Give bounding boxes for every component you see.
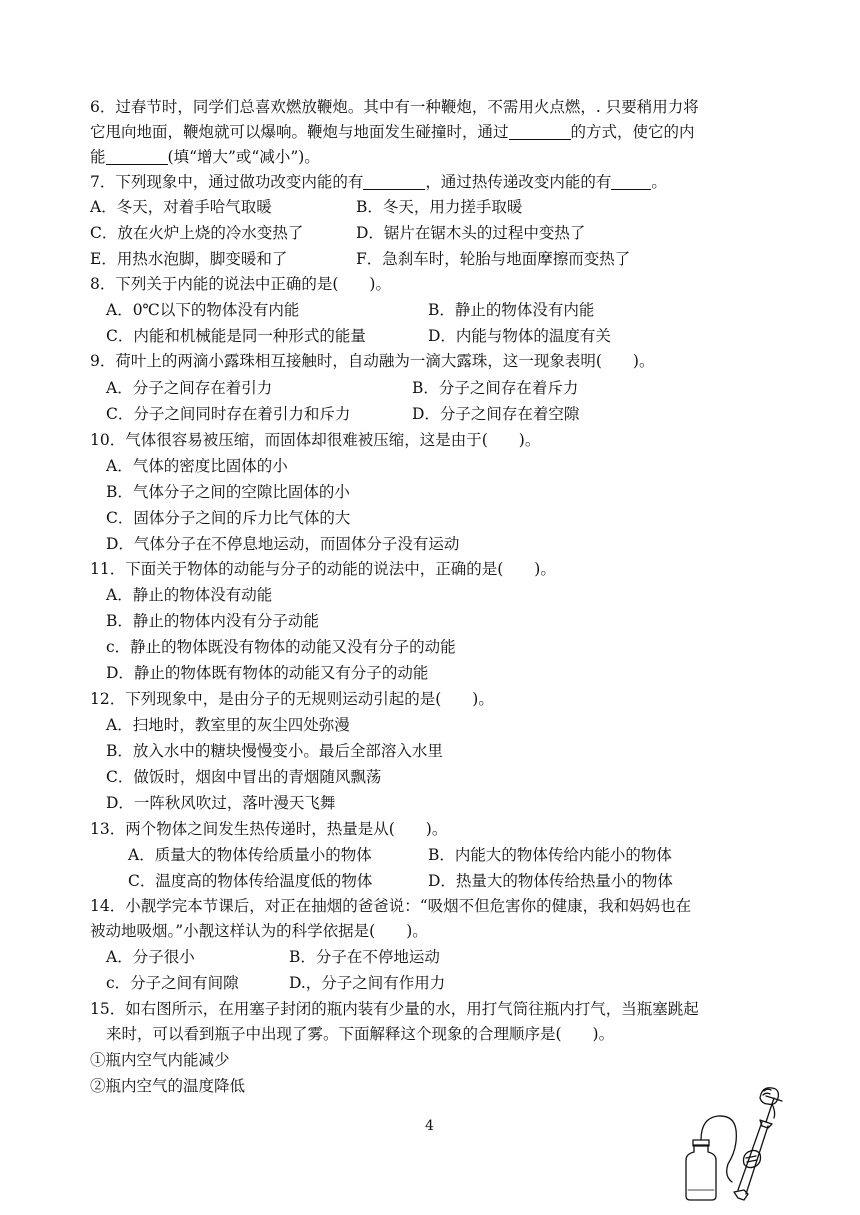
- q7-stem-mid: ，通过热传递改变内能的有: [425, 173, 612, 191]
- q6-line2-pre: 它甩向地面，鞭炮就可以爆响。鞭炮与地面发生碰撞时，通过: [90, 123, 509, 141]
- q14-option-c: c．分子之间有间隙: [106, 974, 239, 992]
- q15-item-2: ②瓶内空气的温度降低: [90, 1077, 246, 1095]
- q8-option-d: D．内能与物体的温度有关: [428, 327, 611, 345]
- q6-blank-1[interactable]: [509, 123, 571, 140]
- q11-option-b: B．静止的物体内没有分子动能: [106, 612, 319, 630]
- q12-option-b: B．放入水中的糖块慢慢变小。最后全部溶入水里: [106, 742, 443, 760]
- q6-line1: 6．过春节时，同学们总喜欢燃放鞭炮。其中有一种鞭炮，不需用火点燃，. 只要稍用力将: [90, 98, 699, 116]
- bottle-pump-figure: [676, 1082, 788, 1202]
- page-number: 4: [425, 1118, 434, 1134]
- q6-blank-2[interactable]: [106, 148, 168, 165]
- q11-option-d: D．静止的物体既有物体的动能又有分子的动能: [106, 664, 429, 682]
- q13-option-c: C．温度高的物体传给温度低的物体: [128, 872, 373, 890]
- q8-option-c: C．内能和机械能是同一种形式的能量: [106, 327, 366, 345]
- q7-blank-1[interactable]: [363, 173, 425, 190]
- q10-option-b: B．气体分子之间的空隙比固体的小: [106, 483, 350, 501]
- q8-stem: 8．下列关于内能的说法中正确的是( )。: [90, 275, 391, 293]
- q9-option-a: A．分子之间存在着引力: [106, 379, 273, 397]
- q11-stem: 11．下面关于物体的动能与分子的动能的说法中，正确的是( )。: [90, 560, 556, 578]
- q7-option-a: A．冬天，对着手哈气取暖: [90, 198, 272, 216]
- q7-stem-pre: 7．下列现象中，通过做功改变内能的有: [90, 173, 364, 191]
- q10-option-d: D．气体分子在不停息地运动，而固体分子没有运动: [106, 535, 460, 553]
- q6-line3: [90, 146, 320, 168]
- q12-option-a: A．扫地时，教室里的灰尘四处弥漫: [106, 716, 350, 734]
- q15-line1: 15．如右图所示，在用塞子封闭的瓶内装有少量的水，用打气筒往瓶内打气，当瓶塞跳起: [90, 1000, 699, 1018]
- q7-stem: [90, 171, 667, 193]
- q14-line1: 14．小靓学完本节课后，对正在抽烟的爸爸说：“吸烟不但危害你的健康，我和妈妈也在: [90, 897, 692, 915]
- q7-option-f: F．急刹车时，轮胎与地面摩擦而变热了: [356, 250, 631, 268]
- q10-stem: 10．气体很容易被压缩，而固体却很难被压缩，这是由于( )。: [90, 431, 541, 449]
- q14-option-b: B．分子在不停地运动: [289, 948, 440, 966]
- q6-line3-pre: 能: [90, 148, 106, 166]
- q7-option-d: D．锯片在锯木头的过程中变热了: [356, 224, 586, 242]
- q10-option-c: C．固体分子之间的斥力比气体的大: [106, 509, 351, 527]
- q9-option-c: C．分子之间同时存在着引力和斥力: [106, 405, 351, 423]
- q12-option-d: D．一阵秋风吹过，落叶漫天飞舞: [106, 794, 336, 812]
- q8-option-a: A．0℃以下的物体没有内能: [106, 301, 300, 319]
- q14-line2: 被动地吸烟。”小靓这样认为的科学依据是( )。: [90, 922, 428, 940]
- q6-line3-post: (填“增大”或“减小”)。: [167, 148, 320, 166]
- q7-blank-2[interactable]: [611, 173, 651, 190]
- q12-option-c: C．做饭时，烟囱中冒出的青烟随风飘荡: [106, 768, 382, 786]
- q14-option-d: D.，分子之间有作用力: [289, 974, 446, 992]
- q7-option-b: B．冬天，用力搓手取暖: [356, 198, 523, 216]
- q14-option-a: A．分子很小: [106, 948, 195, 966]
- q13-option-a: A．质量大的物体传给质量小的物体: [128, 846, 372, 864]
- q15-line2: 来时，可以看到瓶子中出现了雾。下面解释这个现象的合理顺序是( )。: [106, 1025, 615, 1043]
- q6-line2: [90, 121, 695, 143]
- q8-option-b: B．静止的物体没有内能: [428, 301, 595, 319]
- q15-item-1: ①瓶内空气内能减少: [90, 1051, 230, 1069]
- q11-option-a: A．静止的物体没有动能: [106, 586, 273, 604]
- q13-option-d: D．热量大的物体传给热量小的物体: [428, 872, 673, 890]
- q9-option-b: B．分子之间存在着斥力: [412, 379, 579, 397]
- q10-option-a: A．气体的密度比固体的小: [106, 457, 288, 475]
- q13-option-b: B．内能大的物体传给内能小的物体: [428, 846, 672, 864]
- q11-option-c: c．静止的物体既没有物体的动能又没有分子的动能: [106, 638, 456, 656]
- q6-line2-post: 的方式，使它的内: [570, 123, 695, 141]
- q7-option-e: E．用热水泡脚，脚变暖和了: [90, 250, 288, 268]
- q7-stem-post: 。: [651, 173, 667, 191]
- q12-stem: 12．下列现象中，是由分子的无规则运动引起的是( )。: [90, 690, 494, 708]
- q9-option-d: D．分子之间存在着空隙: [412, 405, 580, 423]
- q7-option-c: C．放在火炉上烧的冷水变热了: [90, 224, 304, 242]
- q13-stem: 13．两个物体之间发生热传递时，热量是从( )。: [90, 820, 448, 838]
- q9-stem: 9．荷叶上的两滴小露珠相互接触时，自动融为一滴大露珠，这一现象表明( )。: [90, 352, 655, 370]
